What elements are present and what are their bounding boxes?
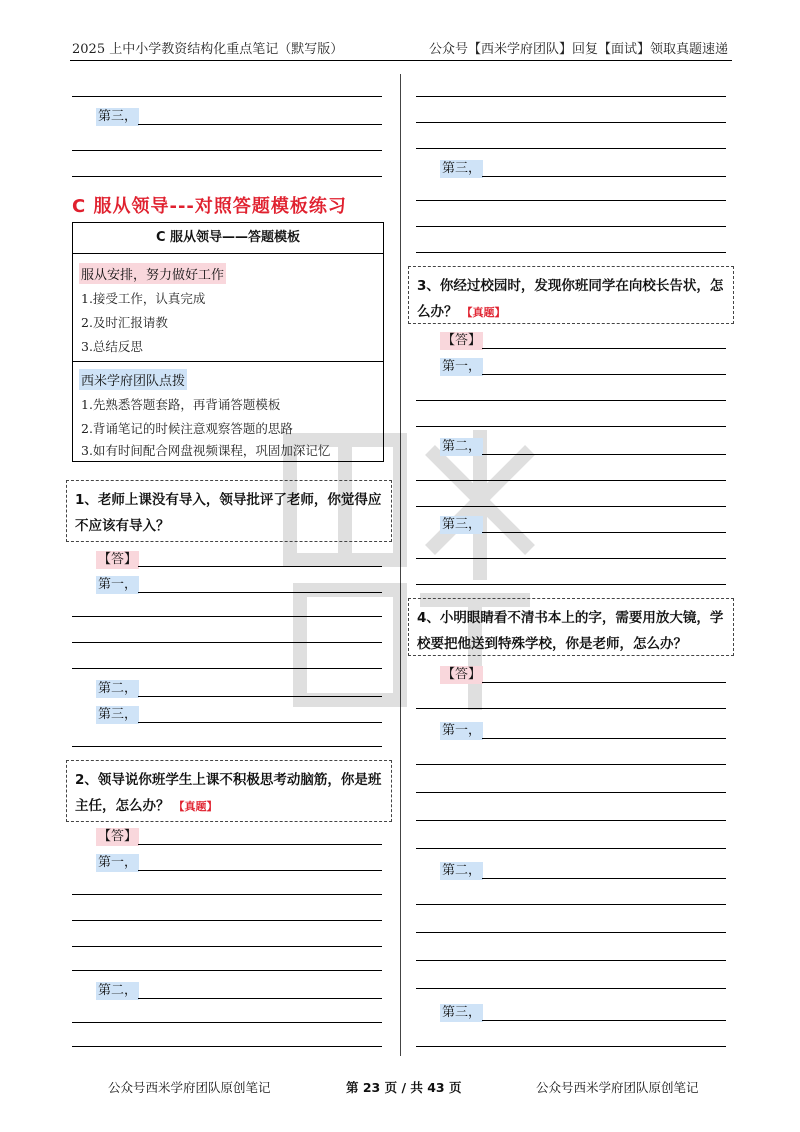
header-left: 2025 上中小学教资结构化重点笔记（默写版） <box>72 42 344 57</box>
answer-line[interactable] <box>72 970 382 971</box>
table-item: 3.总结反思 <box>81 339 143 354</box>
point-label-1: 第一， <box>442 359 482 374</box>
answer-line[interactable] <box>416 960 726 961</box>
answer-line[interactable] <box>482 348 726 349</box>
point-label-1: 第一， <box>442 723 482 738</box>
answer-label: 【答】 <box>98 552 138 567</box>
answer-line[interactable] <box>138 844 382 845</box>
answer-line[interactable] <box>482 682 726 683</box>
question-2 <box>66 760 392 822</box>
answer-line[interactable] <box>416 252 726 253</box>
point-label-2: 第二， <box>442 439 482 454</box>
answer-line[interactable] <box>416 122 726 123</box>
answer-line[interactable] <box>416 506 726 507</box>
point-label-3: 第三， <box>98 109 138 124</box>
answer-line[interactable] <box>482 878 726 879</box>
answer-line[interactable] <box>72 1022 382 1023</box>
point-label-3: 第三， <box>98 707 138 722</box>
answer-line[interactable] <box>72 150 382 151</box>
point-label-1: 第一， <box>98 577 138 592</box>
table-title: C 服从领导——答题模板 <box>73 223 383 254</box>
real-exam-tag: 【真题】 <box>461 306 506 319</box>
answer-line[interactable] <box>72 616 382 617</box>
answer-line[interactable] <box>416 820 726 821</box>
point-label-3: 第三， <box>442 1005 482 1020</box>
answer-line[interactable] <box>482 532 726 533</box>
answer-line[interactable] <box>138 696 382 697</box>
table-item: 1.先熟悉答题套路，再背诵答题模板 <box>81 397 281 412</box>
question-4: 4、小明眼睛看不清书本上的字，需要用放大镜，学校要把他送到特殊学校，你是老师，怎么办？ <box>408 598 734 656</box>
answer-line[interactable] <box>138 566 382 567</box>
answer-line[interactable] <box>416 200 726 201</box>
real-exam-tag: 【真题】 <box>173 800 218 813</box>
table-item: 3.如有时间配合网盘视频课程，巩固加深记忆 <box>81 443 331 458</box>
question-1: 1、老师上课没有导入，领导批评了老师，你觉得应不应该有导入？ <box>66 480 392 542</box>
answer-line[interactable] <box>482 454 726 455</box>
footer-page-number: 第 23 页 / 共 43 页 <box>346 1080 462 1095</box>
answer-line[interactable] <box>482 1020 726 1021</box>
answer-line[interactable] <box>482 176 726 177</box>
answer-line[interactable] <box>138 722 382 723</box>
point-label-2: 第二， <box>98 681 138 696</box>
answer-line[interactable] <box>416 708 726 709</box>
answer-line[interactable] <box>416 1046 726 1047</box>
question-3 <box>408 266 734 324</box>
table-item: 1.接受工作，认真完成 <box>81 291 206 306</box>
answer-template-table <box>72 222 384 462</box>
answer-line[interactable] <box>416 792 726 793</box>
point-label-3: 第三， <box>442 161 482 176</box>
watermark-logo <box>280 420 540 720</box>
answer-line[interactable] <box>416 148 726 149</box>
table-group1-head: 服从安排，努力做好工作 <box>79 263 226 284</box>
answer-line[interactable] <box>72 746 382 747</box>
answer-label: 【答】 <box>98 829 138 844</box>
answer-line[interactable] <box>416 96 726 97</box>
answer-line[interactable] <box>416 932 726 933</box>
answer-label: 【答】 <box>442 667 482 682</box>
answer-line[interactable] <box>72 176 382 177</box>
answer-line[interactable] <box>72 668 382 669</box>
table-separator <box>73 361 383 362</box>
answer-line[interactable] <box>482 738 726 739</box>
footer-left: 公众号西米学府团队原创笔记 <box>108 1080 271 1095</box>
answer-line[interactable] <box>72 642 382 643</box>
section-title: C 服从领导---对照答题模板练习 <box>72 196 347 217</box>
answer-line[interactable] <box>138 870 382 871</box>
answer-line[interactable] <box>416 558 726 559</box>
answer-line[interactable] <box>72 946 382 947</box>
answer-line[interactable] <box>416 400 726 401</box>
column-divider <box>400 74 401 1056</box>
answer-line[interactable] <box>416 848 726 849</box>
answer-line[interactable] <box>416 426 726 427</box>
answer-line[interactable] <box>138 124 382 125</box>
header-rule <box>70 60 732 61</box>
header-right: 公众号【西米学府团队】回复【面试】领取真题速递 <box>428 42 728 57</box>
answer-line[interactable] <box>72 920 382 921</box>
answer-line[interactable] <box>72 96 382 97</box>
answer-line[interactable] <box>482 374 726 375</box>
question-2-text: 2、领导说你班学生上课不积极思考动脑筋，你是班主任，怎么办？ <box>75 772 382 814</box>
answer-line[interactable] <box>416 226 726 227</box>
point-label-3: 第三， <box>442 517 482 532</box>
answer-label: 【答】 <box>442 333 482 348</box>
answer-line[interactable] <box>416 988 726 989</box>
answer-line[interactable] <box>138 592 382 593</box>
answer-line[interactable] <box>72 1046 382 1047</box>
footer-right: 公众号西米学府团队原创笔记 <box>536 1080 699 1095</box>
answer-line[interactable] <box>138 998 382 999</box>
question-3-text: 3、你经过校园时，发现你班同学在向校长告状，怎么办？ <box>417 278 724 320</box>
table-item: 2.及时汇报请教 <box>81 315 168 330</box>
answer-line[interactable] <box>72 894 382 895</box>
point-label-2: 第二， <box>442 863 482 878</box>
point-label-2: 第二， <box>98 983 138 998</box>
table-group2-head: 西米学府团队点拨 <box>79 369 187 390</box>
answer-line[interactable] <box>416 480 726 481</box>
answer-line[interactable] <box>416 584 726 585</box>
answer-line[interactable] <box>416 904 726 905</box>
point-label-1: 第一， <box>98 855 138 870</box>
answer-line[interactable] <box>416 764 726 765</box>
table-item: 2.背诵笔记的时候注意观察答题的思路 <box>81 421 293 436</box>
